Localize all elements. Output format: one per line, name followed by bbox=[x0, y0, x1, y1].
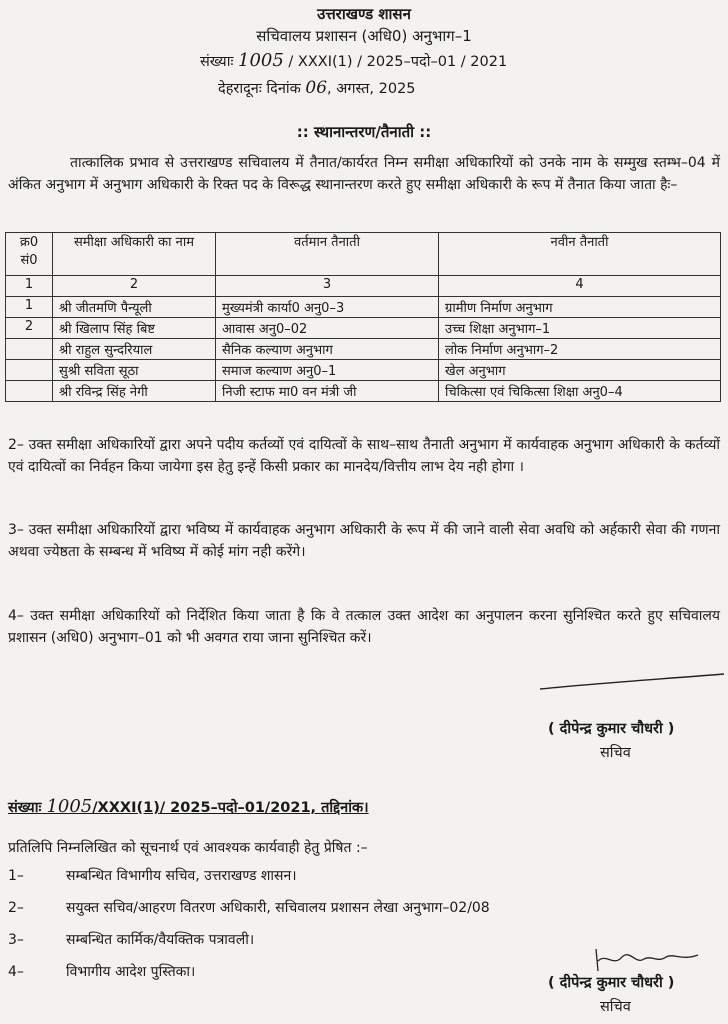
cell-sno bbox=[6, 360, 53, 381]
ref-suffix: / XXXI(1) / 2025–पदो–01 / 2021 bbox=[288, 54, 508, 70]
cell-name: सुश्री सविता सूठा bbox=[53, 360, 216, 381]
col-number: 4 bbox=[439, 276, 721, 297]
cell-new: उच्च शिक्षा अनुभाग–1 bbox=[439, 318, 721, 339]
col-header-name: समीक्षा अधिकारी का नाम bbox=[53, 233, 216, 276]
date-label: दिनांक bbox=[266, 81, 301, 97]
cell-new: चिकित्सा एवं चिकित्सा शिक्षा अनु0–4 bbox=[439, 381, 721, 402]
cell-sno: 2 bbox=[6, 318, 53, 339]
list-item: 2– सयुक्त सचिव/आहरण वितरण अधिकारी, सचिवालय प्रशासन लेखा अनुभाग–02/08 bbox=[8, 900, 490, 916]
list-item: 4– विभागीय आदेश पुस्तिका। bbox=[8, 964, 196, 980]
list-item: 1– सम्बन्धित विभागीय सचिव, उत्तराखण्ड शासन। bbox=[8, 868, 297, 884]
copy-ref-number-handwritten: 1005 bbox=[46, 796, 93, 817]
reference-number bbox=[200, 50, 507, 71]
paragraph-3: 3– उक्त समीक्षा अधिकारियों द्वारा भविष्य में कार्यवाहक अनुभाग अधिकारी के रूप में की जाने वाली सेवा अवधि को अर्हकारी सेवा की गणना अथवा ज्येष्ठता के सम्बन्ध में भविष्य में कोई मांग नही करेंगे। bbox=[8, 522, 720, 560]
place: देहरादूनः bbox=[218, 81, 262, 97]
ref-number-handwritten: 1005 bbox=[238, 50, 284, 71]
cell-new: ग्रामीण निर्माण अनुभाग bbox=[439, 297, 721, 318]
govt-heading: उत्तराखण्ड शासन bbox=[317, 5, 411, 23]
cell-current: निजी स्टाफ मा0 वन मंत्री जी bbox=[216, 381, 439, 402]
paragraph-4: 4– उक्त समीक्षा अधिकारियों को निर्देशित किया जाता है कि वे तत्काल उक्त आदेश का अनुपालन करना सुनिश्चित करते हुए सचिवालय प्रशासन (अधि0) अनुभाग–01 को भी अवगत राया जाना सुनिश्चित करें। bbox=[8, 608, 720, 646]
col-number: 3 bbox=[216, 276, 439, 297]
col-header-sno: क्र0 सं0 bbox=[6, 233, 53, 276]
cell-name: श्री रविन्द्र सिंह नेगी bbox=[53, 381, 216, 402]
cell-current: आवास अनु0–02 bbox=[216, 318, 439, 339]
cell-sno bbox=[6, 381, 53, 402]
table-row bbox=[6, 339, 721, 360]
cell-sno bbox=[6, 339, 53, 360]
handwritten-signature bbox=[592, 947, 702, 973]
copy-reference bbox=[8, 796, 369, 817]
col-header-new: नवीन तैनाती bbox=[439, 233, 721, 276]
table-row bbox=[6, 318, 721, 339]
signatory-name-copy: ( दीपेन्द्र कुमार चौधरी ) bbox=[548, 975, 675, 991]
date-rest: अगस्त, 2025 bbox=[336, 81, 416, 97]
cell-name: श्री खिलाप सिंह बिष्ट bbox=[53, 318, 216, 339]
signatory-designation-copy: सचिव bbox=[600, 999, 631, 1015]
place-date: देहरादूनः दिनांक 06, अगस्त, 2025 bbox=[218, 78, 416, 98]
table-header-row bbox=[6, 233, 721, 276]
department-heading: सचिवालय प्रशासन (अधि0) अनुभाग–1 bbox=[256, 27, 472, 45]
paragraph-2: 2– उक्त समीक्षा अधिकारियों द्वारा अपने पदीय कर्तव्यों एवं दायित्वों के साथ–साथ तैनाती अनुभाग में कार्यवाहक अनुभाग अधिकारी के कर्तव्यों एवं दायित्वों का निर्वहन किया जायेगा इस हेतु इन्हें किसी प्रकार का मानदेय/वित्तीय लाभ देय नही होगा । bbox=[8, 437, 720, 475]
list-item: 3– सम्बन्धित कार्मिक/वैयक्तिक पत्रावली। bbox=[8, 932, 255, 948]
signatory-name: ( दीपेन्द्र कुमार चौधरी ) bbox=[548, 721, 675, 737]
transfer-table bbox=[5, 232, 721, 402]
cell-name: श्री जीतमणि पैन्यूली bbox=[53, 297, 216, 318]
cell-new: खेल अनुभाग bbox=[439, 360, 721, 381]
order-subject: :: स्थानान्तरण/तैनाती :: bbox=[296, 123, 432, 141]
copy-intro: प्रतिलिपि निम्नलिखित को सूचनार्थ एवं आवश्यक कार्यवाही हेतु प्रेषित :– bbox=[8, 840, 368, 856]
col-number: 1 bbox=[6, 276, 53, 297]
cell-current: सैनिक कल्याण अनुभाग bbox=[216, 339, 439, 360]
copy-ref-suffix: /XXXI(1)/ 2025–पदो–01/2021, तद्दिनांक। bbox=[92, 800, 369, 816]
cell-current: समाज कल्याण अनु0–1 bbox=[216, 360, 439, 381]
cell-name: श्री राहुल सुन्दरियाल bbox=[53, 339, 216, 360]
column-number-row bbox=[6, 276, 721, 297]
col-header-current: वर्तमान तैनाती bbox=[216, 233, 439, 276]
signatory-designation: सचिव bbox=[600, 745, 631, 761]
table-row bbox=[6, 360, 721, 381]
cell-new: लोक निर्माण अनुभाग–2 bbox=[439, 339, 721, 360]
cell-sno: 1 bbox=[6, 297, 53, 318]
table-row bbox=[6, 381, 721, 402]
paragraph-1: तात्कालिक प्रभाव से उत्तराखण्ड सचिवालय में तैनात/कार्यरत निम्न समीक्षा अधिकारियों को उनके नाम के सम्मुख स्तम्भ–04 में अंकित अनुभाग में अनुभाग अधिकारी के रिक्त पद के विरूद्ध स्थानान्तरण करते हुए समीक्षा अधिकारी के रूप में तैनात किया जाता हैः– bbox=[8, 155, 720, 193]
ref-label: संख्याः bbox=[200, 54, 234, 70]
cell-current: मुख्यमंत्री कार्या0 अनु0–3 bbox=[216, 297, 439, 318]
copy-ref-label: संख्याः bbox=[8, 800, 42, 816]
table-row bbox=[6, 297, 721, 318]
date-day-handwritten: 06 bbox=[305, 78, 328, 98]
signature-stroke bbox=[538, 672, 726, 692]
col-number: 2 bbox=[53, 276, 216, 297]
